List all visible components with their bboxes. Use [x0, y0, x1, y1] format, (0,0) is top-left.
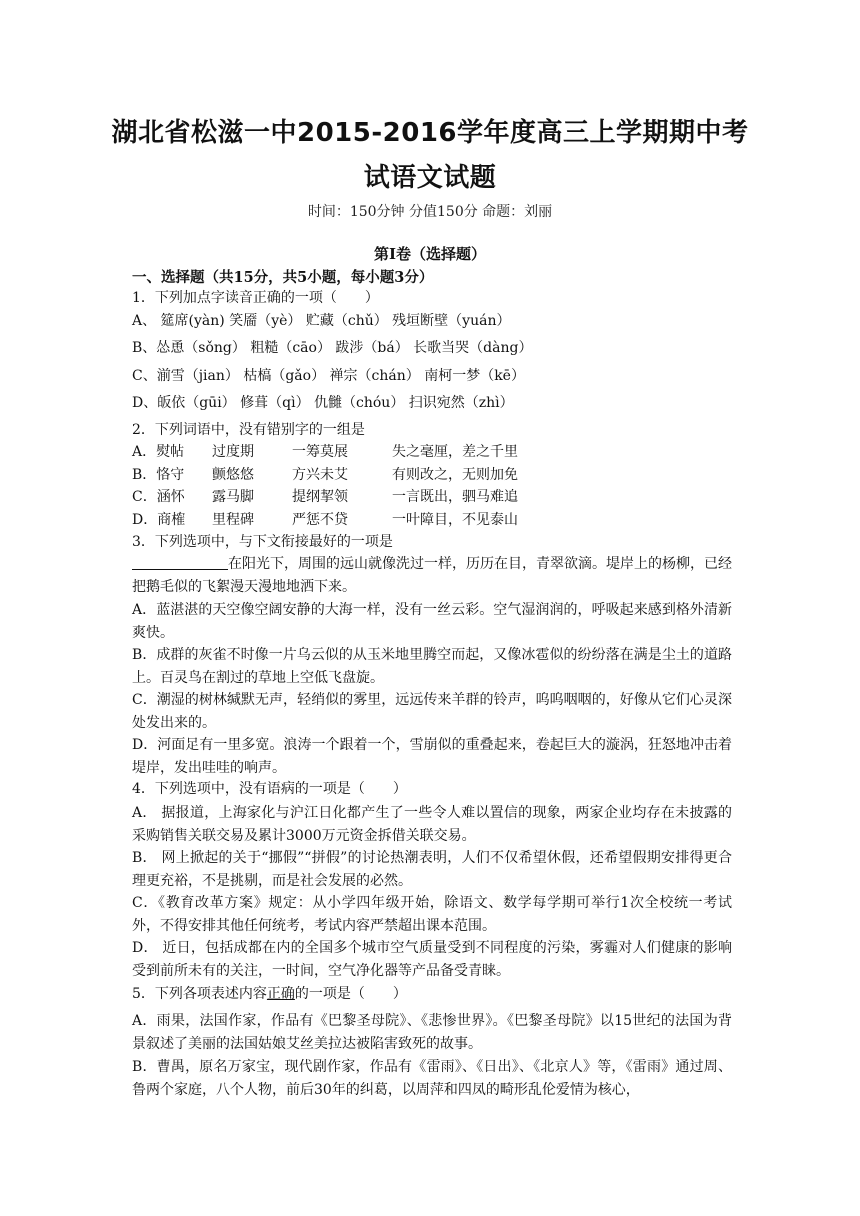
- q3-option-d: D．河面足有一里多宽。浪涛一个跟着一个，雪崩似的重叠起来，卷起巨大的漩涡，狂怒地冲击着堤岸，发出哇哇的响声。: [132, 737, 732, 776]
- q2-b-word2: 颤悠悠: [212, 467, 254, 483]
- q2-a-word2: 过度期: [212, 444, 254, 460]
- q2-d-word3: 严惩不贷: [292, 512, 348, 528]
- q3-option-c: C．潮湿的树林缄默无声，轻绡似的雾里，远远传来羊群的铃声，呜呜咽咽的，好像从它们心灵深处发出来的。: [132, 692, 732, 731]
- q2-c-word2: 露马脚: [212, 489, 254, 505]
- q2-a-word4: 失之毫厘，差之千里: [392, 444, 518, 460]
- q2-option-a: [132, 442, 518, 462]
- q5-stem-emphasis: 正确: [266, 986, 295, 1002]
- q2-b-word1: B．恪守: [132, 467, 185, 483]
- q1-stem: 1．下列加点字读音正确的一项（ ）: [132, 290, 379, 306]
- q4-option-c: C．《教育改革方案》规定：从小学四年级开始，除语文、数学每学期可举行1次全校统一考试外，不得安排其他任何统考，考试内容严禁超出课本范围。: [132, 895, 732, 934]
- q3-option-a: A．蓝湛湛的天空像空阔安静的大海一样，没有一丝云彩。空气湿润润的，呼吸起来感到格外清新爽快。: [132, 602, 732, 641]
- q2-c-word1: C．涵怀: [132, 489, 185, 505]
- q2-d-word2: 里程碑: [212, 512, 254, 528]
- q3-passage-text: 在阳光下，周围的远山就像洗过一样，历历在目，青翠欲滴。堤岸上的杨柳，已经把鹅毛似的飞絮漫天漫地地洒下来。: [132, 556, 732, 595]
- q2-b-word4: 有则改之，无则加免: [392, 467, 518, 483]
- q4-option-b: B． 网上掀起的关于“挪假”“拼假”的讨论热潮表明，人们不仅希望休假，还希望假期安排得更合理更充裕，不是挑剔，而是社会发展的必然。: [132, 850, 732, 889]
- title-line-2: 试语文试题: [363, 163, 497, 193]
- exam-meta: 时间：150分钟 分值150分 命题：刘丽: [307, 204, 553, 220]
- q4-option-a: A． 据报道，上海家化与沪江日化都产生了一些令人难以置信的现象，两家企业均存在未披露的采购销售关联交易及累计3000万元资金拆借关联交易。: [132, 805, 732, 844]
- title-line-1: 湖北省松滋一中2015-2016学年度高三上学期期中考: [111, 118, 749, 148]
- q2-a-word1: A．熨帖: [132, 444, 185, 460]
- q2-option-d: [132, 510, 518, 530]
- q2-b-word3: 方兴未艾: [292, 467, 348, 483]
- q1-option-c: C、湔雪（jian） 枯槁（gǎo） 禅宗（chán） 南柯一梦（kē）: [132, 368, 525, 384]
- q2-c-word3: 提纲挈领: [292, 489, 348, 505]
- q2-option-b: [132, 465, 518, 485]
- q3-option-b: B．成群的灰雀不时像一片乌云似的从玉米地里腾空而起，又像冰雹似的纷纷落在满是尘土的道路上。百灵鸟在割过的草地上空低飞盘旋。: [132, 647, 732, 686]
- q5-stem-before: 5．下列各项表述内容: [132, 986, 267, 1002]
- q2-d-word1: D．商榷: [132, 512, 186, 528]
- q3-stem: 3．下列选项中，与下文衔接最好的一项是: [132, 534, 393, 550]
- q5-stem: [132, 984, 407, 1004]
- q3-passage: [132, 553, 732, 598]
- section-heading: 第I卷（选择题）: [373, 245, 487, 263]
- q2-d-word4: 一叶障目，不见泰山: [392, 512, 518, 528]
- part-heading: 一、选择题（共15分，共5小题，每小题3分）: [132, 269, 434, 286]
- q5-stem-after: 的一项是（ ）: [294, 986, 407, 1002]
- q1-option-a: A、 筵席(yàn) 笑靥（yè） 贮藏（chǔ） 残垣断壁（yuán）: [132, 313, 511, 329]
- q5-option-a: A．雨果，法国作家，作品有《巴黎圣母院》、《悲惨世界》。《巴黎圣母院》以15世纪的法国为背景叙述了美丽的法国姑娘艾丝美拉达被陷害致死的故事。: [132, 1013, 732, 1052]
- q5-option-b: B．曹禺，原名万家宝，现代剧作家，作品有《雷雨》、《日出》、《北京人》等，《雷雨》通过周、鲁两个家庭，八个人物，前后30年的纠葛，以周萍和四凤的畸形乱伦爱情为核心，: [132, 1059, 732, 1098]
- q1-option-b: B、怂恿（sǒng） 粗糙（cāo） 跋涉（bá） 长歌当哭（dàng）: [132, 340, 533, 356]
- q2-stem: 2．下列词语中，没有错别字的一组是: [132, 422, 365, 438]
- q4-stem: 4．下列选项中，没有语病的一项是（ ）: [132, 781, 407, 797]
- q1-option-d: D、皈依（gūi） 修葺（qì） 仇雠（chóu） 扫识宛然（zhì）: [132, 395, 514, 411]
- q2-a-word3: 一筹莫展: [292, 444, 348, 460]
- answer-blank: [132, 555, 228, 570]
- q4-option-d: D． 近日，包括成都在内的全国多个城市空气质量受到不同程度的污染，雾霾对人们健康的影响受到前所未有的关注，一时间，空气净化器等产品备受青睐。: [132, 940, 732, 979]
- q2-c-word4: 一言既出，驷马难追: [392, 489, 518, 505]
- q2-option-c: [132, 487, 518, 507]
